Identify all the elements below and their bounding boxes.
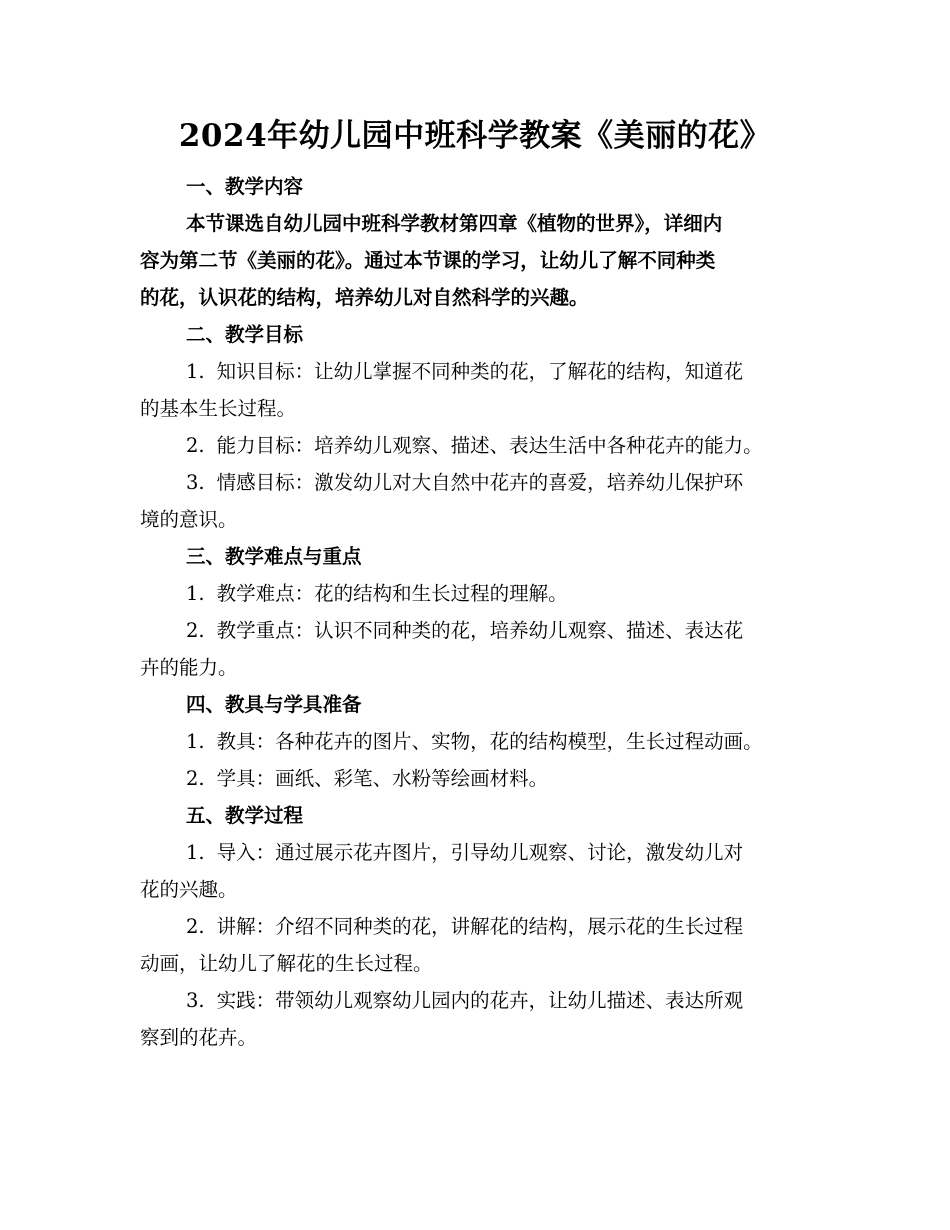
item-text: 导入：通过展示花卉图片，引导幼儿观察、讨论，激发幼儿对 bbox=[216, 841, 744, 864]
list-item bbox=[140, 612, 820, 649]
paragraph-line: 容为第二节《美丽的花》。通过本节课的学习，让幼儿了解不同种类 bbox=[140, 249, 716, 272]
item-number: 2. bbox=[186, 434, 205, 457]
item-number: 3. bbox=[186, 989, 205, 1012]
item-text: 情感目标：激发幼儿对大自然中花卉的喜爱，培养幼儿保护环 bbox=[216, 471, 744, 494]
list-item bbox=[140, 353, 820, 390]
item-number: 1. bbox=[186, 730, 205, 753]
list-item-continuation: 境的意识。 bbox=[140, 508, 238, 531]
item-text: 知识目标：让幼儿掌握不同种类的花，了解花的结构，知道花 bbox=[216, 360, 744, 383]
item-number: 1. bbox=[186, 360, 205, 383]
item-number: 2. bbox=[186, 767, 205, 790]
item-text: 能力目标：培养幼儿观察、描述、表达生活中各种花卉的能力。 bbox=[216, 434, 763, 457]
list-item bbox=[140, 834, 820, 871]
section-heading: 四、教具与学具准备 bbox=[186, 693, 362, 716]
list-item bbox=[140, 723, 820, 760]
list-item-continuation: 的基本生长过程。 bbox=[140, 397, 297, 420]
item-number: 1. bbox=[186, 841, 205, 864]
item-number: 2. bbox=[186, 915, 205, 938]
item-text: 教具：各种花卉的图片、实物，花的结构模型，生长过程动画。 bbox=[216, 730, 763, 753]
section-heading: 三、教学难点与重点 bbox=[186, 545, 362, 568]
list-item-continuation: 动画，让幼儿了解花的生长过程。 bbox=[140, 952, 433, 975]
item-number: 1. bbox=[186, 582, 205, 605]
section-heading: 一、教学内容 bbox=[186, 175, 304, 198]
paragraph-line: 本节课选自幼儿园中班科学教材第四章《植物的世界》，详细内 bbox=[186, 212, 723, 235]
document-title: 2024年幼儿园中班科学教案《美丽的花》 bbox=[178, 118, 772, 154]
section-heading: 二、教学目标 bbox=[186, 323, 304, 346]
item-text: 讲解：介绍不同种类的花，讲解花的结构，展示花的生长过程 bbox=[216, 915, 744, 938]
list-item bbox=[140, 427, 820, 464]
list-item bbox=[140, 760, 820, 797]
section-heading: 五、教学过程 bbox=[186, 804, 304, 827]
list-item bbox=[140, 982, 820, 1019]
item-text: 教学重点：认识不同种类的花，培养幼儿观察、描述、表达花 bbox=[216, 619, 744, 642]
document-body bbox=[140, 168, 820, 1056]
item-number: 3. bbox=[186, 471, 205, 494]
list-item-continuation: 察到的花卉。 bbox=[140, 1026, 258, 1049]
item-number: 2. bbox=[186, 619, 205, 642]
list-item bbox=[140, 908, 820, 945]
paragraph-line: 的花，认识花的结构，培养幼儿对自然科学的兴趣。 bbox=[140, 286, 589, 309]
item-text: 学具：画纸、彩笔、水粉等绘画材料。 bbox=[216, 767, 549, 790]
list-item-continuation: 花的兴趣。 bbox=[140, 878, 238, 901]
item-text: 实践：带领幼儿观察幼儿园内的花卉，让幼儿描述、表达所观 bbox=[216, 989, 744, 1012]
list-item-continuation: 卉的能力。 bbox=[140, 656, 238, 679]
list-item bbox=[140, 575, 820, 612]
item-text: 教学难点：花的结构和生长过程的理解。 bbox=[216, 582, 568, 605]
list-item bbox=[140, 464, 820, 501]
